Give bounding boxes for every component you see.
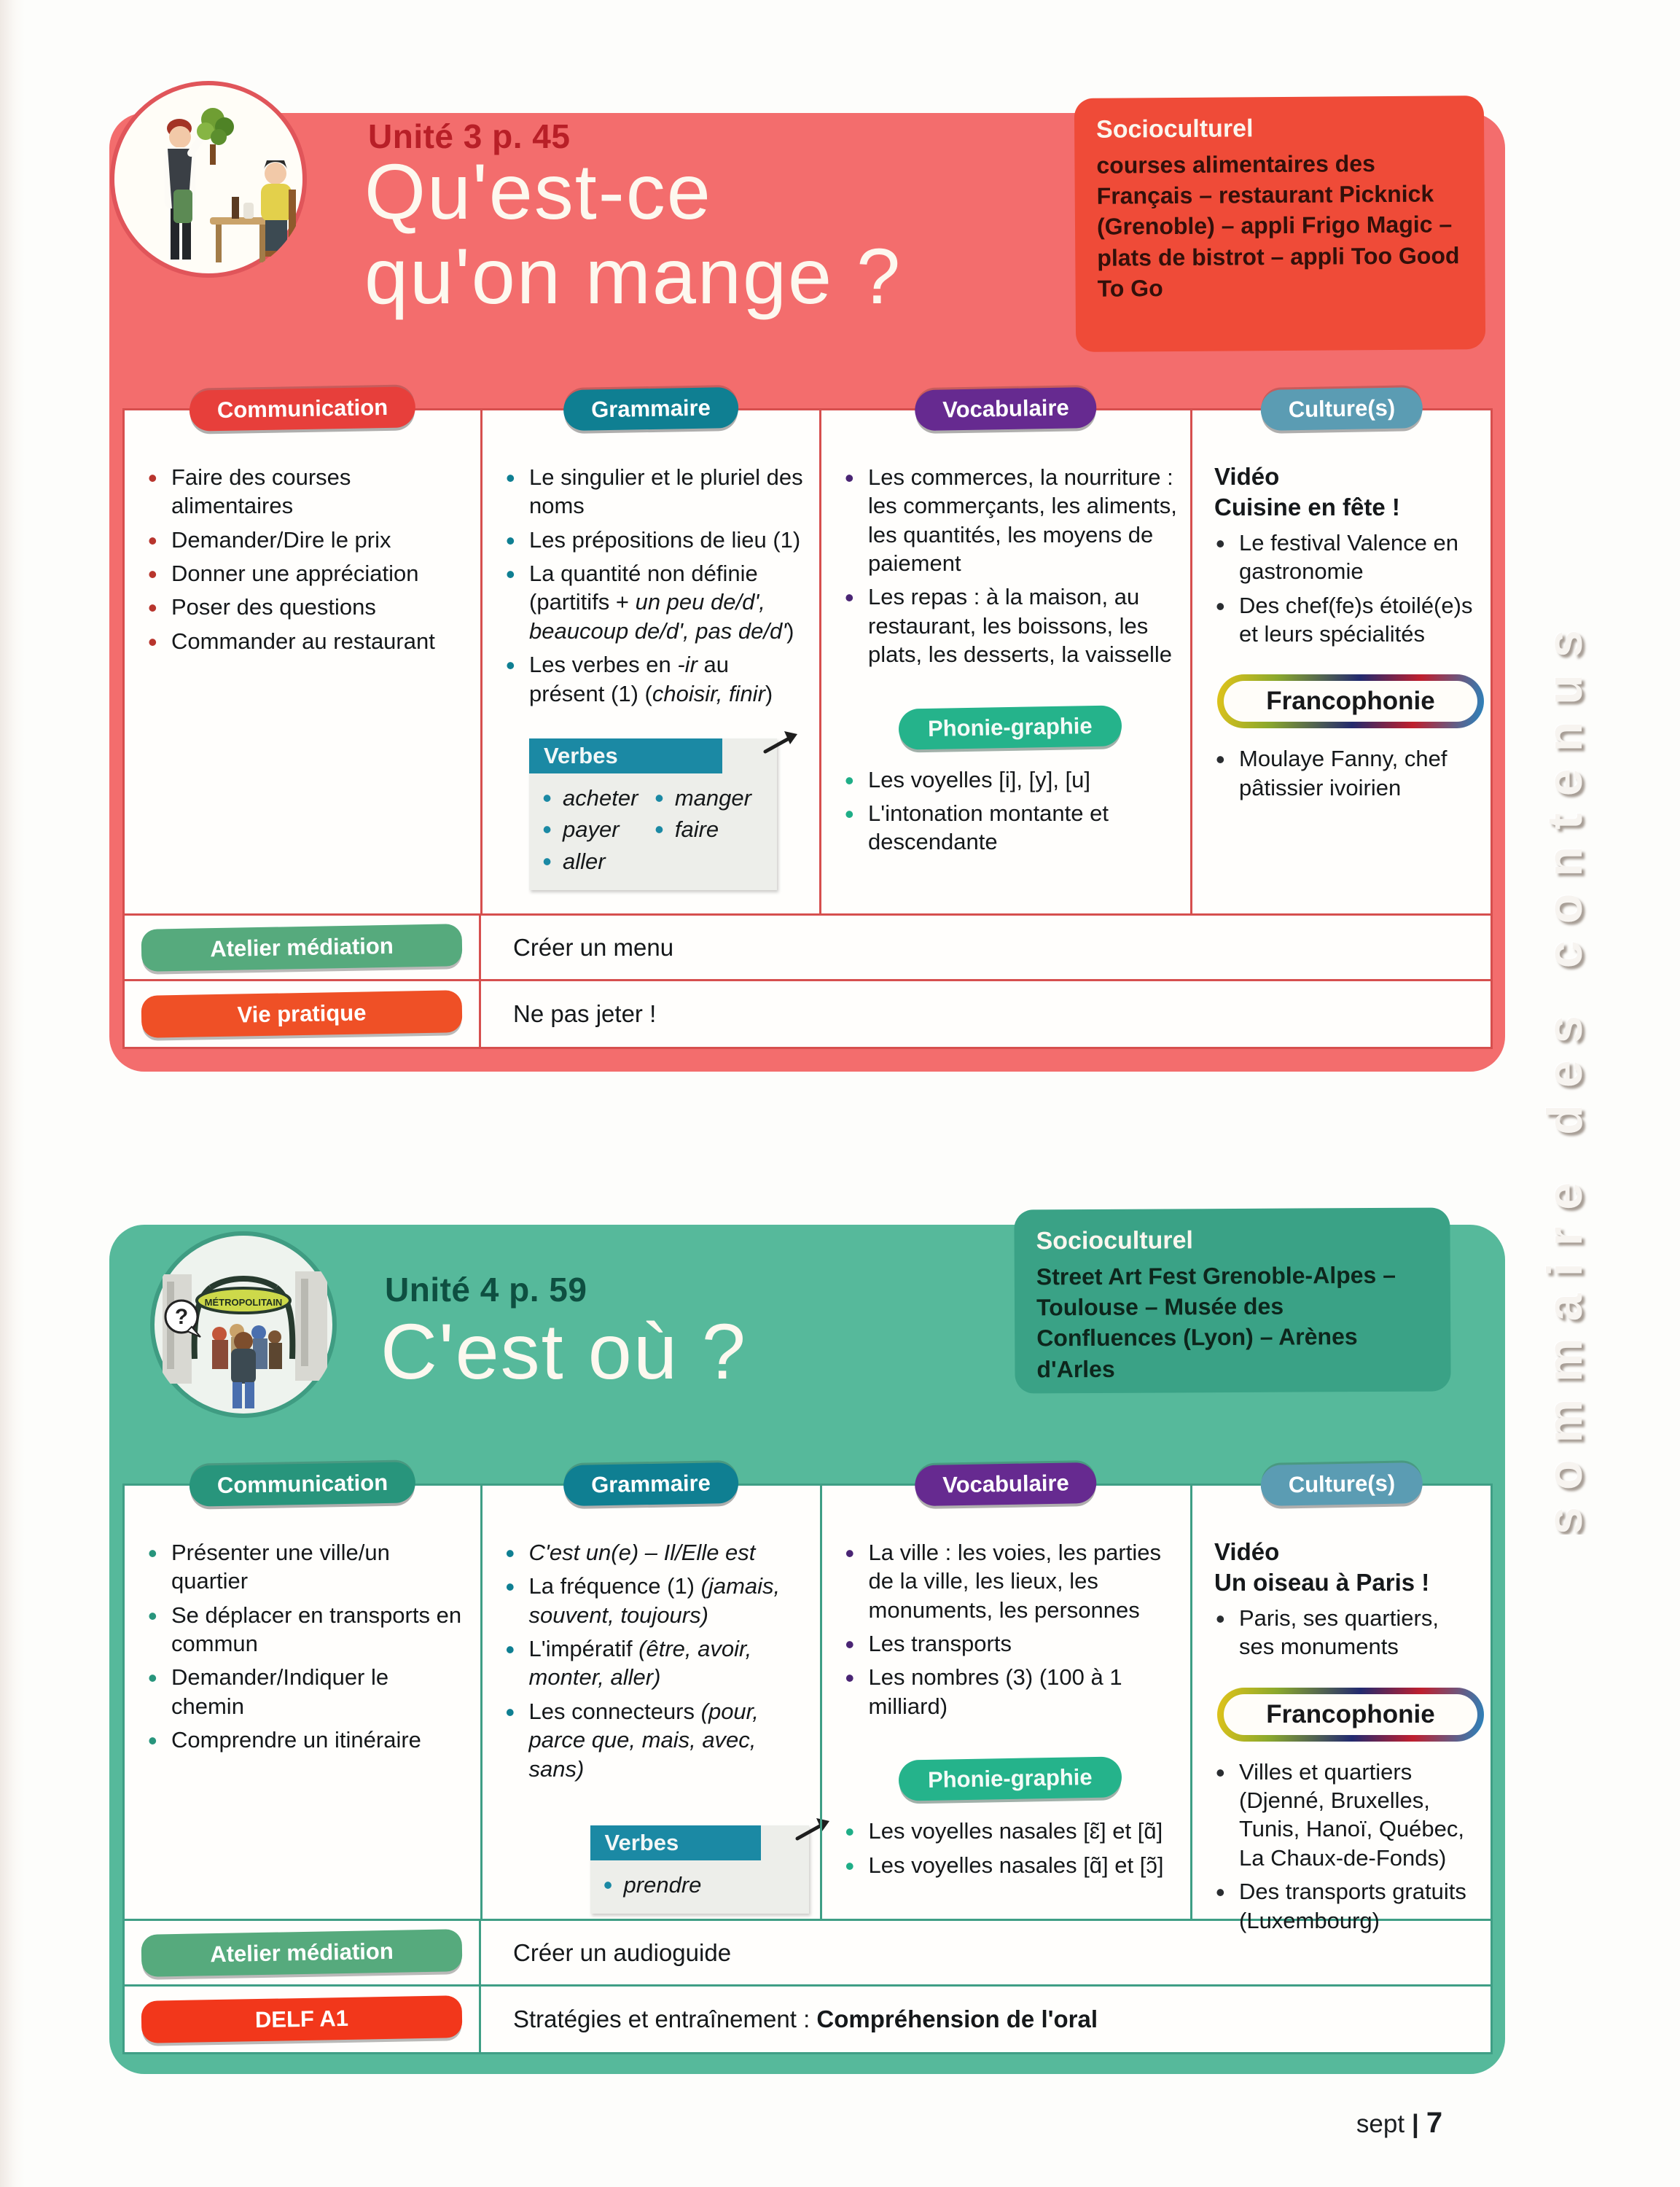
unit4-row-delf [125,1984,1490,2052]
phonie-graphie-header: Phonie-graphie [899,705,1122,749]
delf-a1-badge: DELF A1 [141,1995,463,2043]
delf-a1-text: Stratégies et entraînement : Compréhension de l'oral [513,2005,1098,2032]
list-item: • faire [653,815,751,843]
unit3-column-culture [1190,394,1490,913]
list-item: • Les transports [844,1629,1177,1658]
francophonie-badge [1217,674,1484,728]
list-item: • Présenter une ville/un quartier [146,1538,467,1596]
list-item: • Les connecteurs (pour, parce que, mais, avec, sans) [504,1697,807,1783]
atelier-mediation-badge: Atelier médiation [141,924,463,972]
list-item: • Les voyelles [i], [y], [u] [843,765,1177,794]
unit4-socioculturel-box [1014,1207,1450,1393]
list-item: • manger [653,784,751,812]
footer-month: sept [1356,2110,1405,2138]
list-item: • Moulaye Fanny, chef pâtissier ivoirien [1214,744,1477,802]
unit4-title [380,1309,747,1394]
list-item: • Le festival Valence en gastronomie [1214,529,1477,586]
unit3-label: Unité 3 p. 45 [368,117,571,155]
socioculturel-body: courses alimentaires des Français – restaurant Picknick (Grenoble) – appli Frigo Magic – plats de bistrot – appli Too Good To Go [1096,150,1460,302]
list-item: • C'est un(e) – Il/Elle est [504,1538,807,1567]
list-item: • acheter [541,784,638,812]
atelier-mediation-badge: Atelier médiation [141,1929,463,1977]
list-item: • Le singulier et le pluriel des noms [504,463,806,521]
unit4-verbes-box [590,1825,809,1914]
column-header-grammaire: Grammaire [563,1462,739,1506]
list-item: • Villes et quartiers (Djenné, Bruxelles, Tunis, Hanoï, Québec, La Chaux-de-Fonds) [1214,1758,1477,1872]
list-item: • prendre [602,1871,702,1899]
list-item: • Des chef(fe)s étoilé(e)s et leurs spécialités [1214,591,1477,649]
column-header-communication: Communication [189,386,415,431]
unit4-illustration [149,1231,337,1419]
socioculturel-title: Socioculturel [1036,1226,1194,1255]
francophonie-label: Francophonie [1224,1694,1477,1735]
socioculturel-title: Socioculturel [1095,114,1254,144]
unit3-table [122,394,1493,1049]
side-tab-vertical-text: sommaire des contenus [1537,612,1593,1535]
unit3-row-vie-pratique [125,979,1490,1047]
verbes-header: Verbes [529,738,722,773]
unit4-table [122,1469,1493,2054]
unit3-column-grammaire [480,394,819,913]
column-header-communication: Communication [189,1462,415,1506]
unit4-title-line1: C'est où ? [380,1307,747,1395]
unit3-title-line2: qu'on mange ? [364,232,902,320]
verbes-list-left [602,1871,702,1902]
unit3-verbes-box [529,738,777,890]
list-item: • Des transports gratuits (Luxembourg) [1214,1877,1477,1935]
video-label: Vidéo [1214,463,1280,490]
column-header-culture: Culture(s) [1260,1462,1423,1506]
svg-text:?: ? [174,1305,189,1329]
list-item: • Demander/Dire le prix [146,526,467,554]
footer-page-number: 7 [1426,2107,1443,2139]
list-item: • Paris, ses quartiers, ses monuments [1214,1604,1477,1661]
unit3-illustration [109,80,308,278]
list-item: • Les commerces, la nourriture : les commerçants, les aliments, les quantités, les moyens de paiement [843,463,1177,577]
page-number [1290,2107,1509,2140]
list-item: • La quantité non définie (partitifs + un peu de/d', beaucoup de/d', pas de/d') [504,559,806,645]
list-item: • Faire des courses alimentaires [146,463,467,521]
verbes-list-left [541,784,638,878]
unit4-label: Unité 4 p. 59 [385,1271,587,1309]
list-item: • Les voyelles nasales [ɑ̃] et [ɔ̃] [844,1851,1177,1879]
unit3-row-atelier [125,913,1490,979]
verbes-list-right [653,784,751,847]
unit3-column-vocabulaire [819,394,1190,913]
list-item: • L'impératif (être, avoir, monter, aller) [504,1634,807,1692]
video-label: Vidéo [1214,1538,1280,1565]
annotation-arrow-icon [761,728,802,760]
verbes-header: Verbes [590,1825,761,1860]
column-header-vocabulaire: Vocabulaire [915,1462,1097,1506]
unit3-socioculturel-box [1074,95,1485,352]
francophonie-badge [1217,1688,1484,1742]
list-item: • Demander/Indiquer le chemin [146,1663,467,1720]
list-item: • Les verbes en -ir au présent (1) (choisir, finir) [504,650,806,708]
list-item: • payer [541,815,638,843]
list-item: • L'intonation montante et descendante [843,799,1177,857]
svg-text:MÉTROPOLITAIN: MÉTROPOLITAIN [204,1297,283,1308]
list-item: • Donner une appréciation [146,559,467,588]
atelier-mediation-text: Créer un audioguide [513,1938,732,1966]
phonie-graphie-header: Phonie-graphie [899,1756,1122,1801]
unit4-column-vocabulaire [820,1470,1190,1919]
unit4-column-grammaire [480,1470,820,1919]
vie-pratique-badge: Vie pratique [141,990,463,1038]
column-header-culture: Culture(s) [1260,387,1423,431]
socioculturel-body: Street Art Fest Grenoble-Alpes – Toulouse – Musée des Confluences (Lyon) – Arènes d'Arles [1036,1261,1396,1383]
unit3-title [364,149,902,319]
list-item: • Comprendre un itinéraire [146,1726,467,1754]
unit3-title-line1: Qu'est-ce [364,147,712,235]
unit3-column-communication [125,394,480,913]
unit4-column-culture [1190,1470,1490,1933]
list-item: • Se déplacer en transports en commun [146,1601,467,1658]
list-item: • La fréquence (1) (jamais, souvent, toujours) [504,1572,807,1629]
video-title: Cuisine en fête ! [1214,494,1400,521]
list-item: • Les nombres (3) (100 à 1 milliard) [844,1663,1177,1720]
list-item: • Poser des questions [146,593,467,621]
video-title: Un oiseau à Paris ! [1214,1569,1430,1596]
footer-separator: | [1412,2110,1419,2138]
list-item: • La ville : les voies, les parties de la ville, les lieux, les monuments, les personnes [844,1538,1177,1624]
column-header-grammaire: Grammaire [563,387,739,431]
francophonie-label: Francophonie [1224,681,1477,722]
unit4-column-communication [125,1469,480,1919]
vie-pratique-text: Ne pas jeter ! [513,1000,657,1027]
page-left-edge [0,0,25,2187]
list-item: • Les repas : à la maison, au restaurant, les boissons, les plats, les desserts, la vaisselle [843,582,1177,668]
list-item: • Les voyelles nasales [ɛ̃] et [ɑ̃] [844,1817,1177,1845]
list-item: • aller [541,847,638,876]
atelier-mediation-text: Créer un menu [513,933,674,961]
list-item: • Les prépositions de lieu (1) [504,526,806,554]
list-item: • Commander au restaurant [146,627,467,655]
column-header-vocabulaire: Vocabulaire [915,387,1097,431]
